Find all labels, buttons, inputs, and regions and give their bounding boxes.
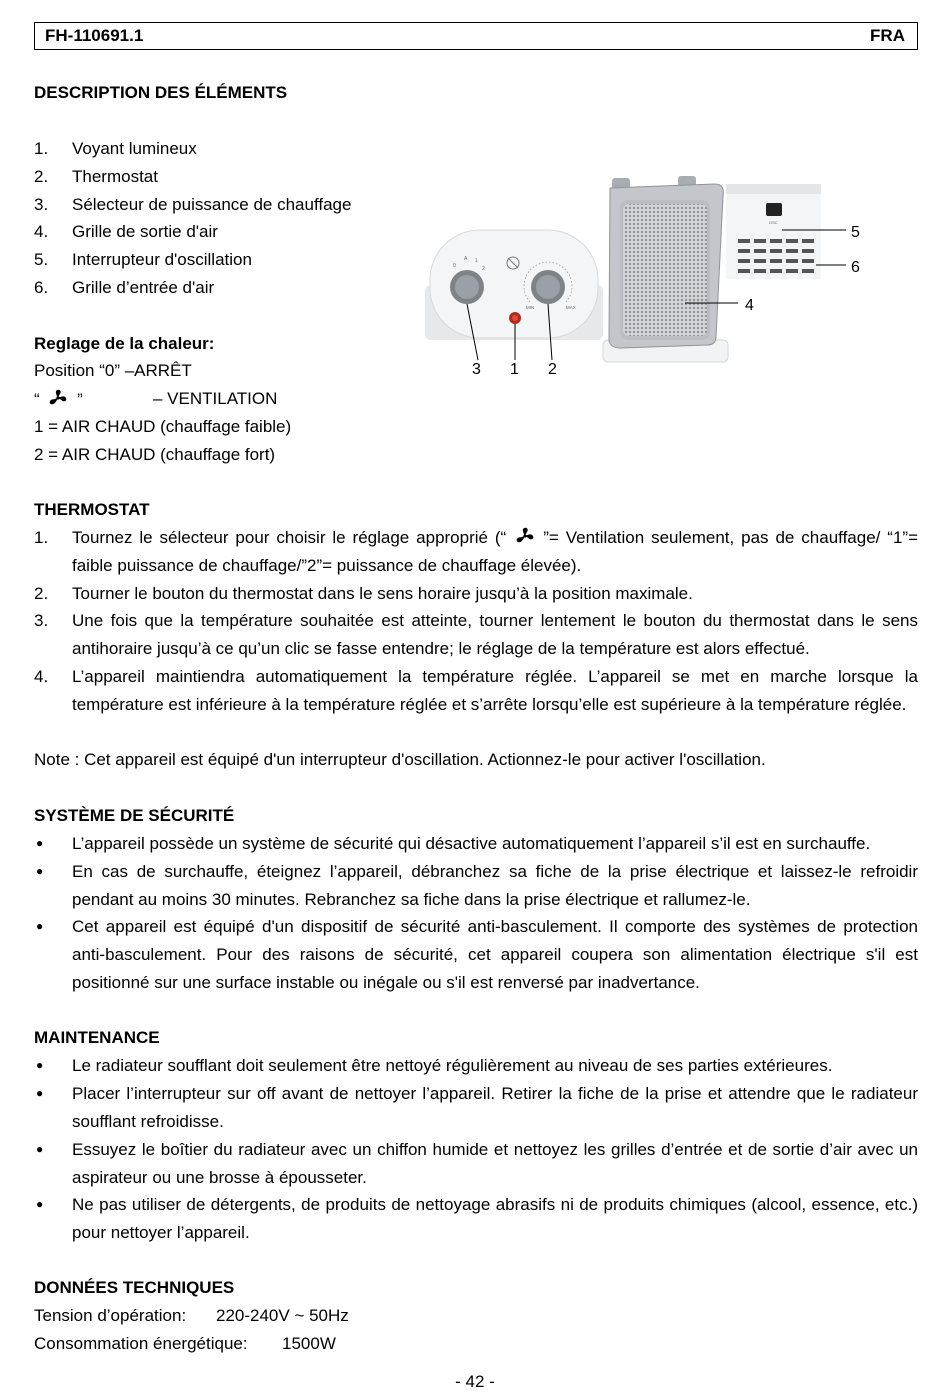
page-number: - 42 - (455, 1372, 495, 1391)
voltage-label: Tension d’opération: (34, 1306, 187, 1325)
voltage-value: 220-240V ~ 50Hz (216, 1306, 349, 1325)
svg-text:MAX: MAX (566, 305, 576, 310)
list-number: 1. (34, 528, 49, 547)
callout-3: 3 (472, 361, 481, 378)
section-title-thermostat: THERMOSTAT (34, 500, 150, 519)
bullet: ● (36, 919, 44, 933)
language-code: FRA (870, 26, 905, 45)
svg-text:1: 1 (475, 258, 478, 264)
section-title-safety: SYSTÈME DE SÉCURITÉ (34, 806, 235, 825)
control-panel-image (425, 230, 603, 340)
bullet: ● (36, 1058, 44, 1072)
thermostat-item-2: Tourner le bouton du thermostat dans le sens horaire jusqu’à la position maximale. (72, 584, 693, 603)
svg-text:2: 2 (482, 266, 485, 272)
document-header (34, 22, 918, 50)
doc-code: FH-110691.1 (45, 26, 144, 45)
power-value: 1500W (282, 1334, 336, 1353)
thermostat-item-1: Tournez le sélecteur pour choisir le réglage approprié (“ ”= Ventilation seulement, pas de chauffage/ “1”= faible puissance de chauffage/”2”= puissance de chauffage élevée). (72, 524, 918, 580)
heater-illustration (420, 170, 880, 385)
bullet: ● (36, 864, 44, 878)
section-title-heat: Reglage de la chaleur: (34, 334, 215, 353)
heat-position-fan: “ ” (34, 387, 83, 411)
heater-body-image (603, 176, 728, 362)
maintenance-item-4: Ne pas utiliser de détergents, de produits de nettoyage abrasifs ni de produits chimiques (alcool, essence, etc.) pour nettoyer l’appareil. (72, 1195, 918, 1242)
bullet: ● (36, 1197, 44, 1211)
callout-6: 6 (851, 259, 860, 276)
callout-2: 2 (548, 361, 557, 378)
thermostat-item-3: Une fois que la température souhaitée est atteinte, tourner lentement le bouton du thermostat dans le sens antihoraire jusqu’à ce qu’un clic se fasse entendre; le réglage de la température est alors effectué. (72, 611, 918, 658)
heat-position-fan-label: – VENTILATION (153, 389, 278, 408)
thermostat-item-4: L’appareil maintiendra automatiquement la température réglée. L’appareil se met en marche lorsque la température est inférieure à la température réglée et s’arrête lorsqu’elle est supérieure à la température réglée. (72, 667, 918, 714)
section-title-tech: DONNÉES TECHNIQUES (34, 1278, 235, 1297)
callout-1: 1 (510, 361, 519, 378)
bullet: ● (36, 1086, 44, 1100)
maintenance-item-2: Placer l’interrupteur sur off avant de nettoyer l’appareil. Retirer la fiche de la prise et attendre que le radiateur soufflant refroidisse. (72, 1084, 918, 1131)
section-title-description: DESCRIPTION DES ÉLÉMENTS (34, 83, 288, 102)
maintenance-item-3: Essuyez le boîtier du radiateur avec un chiffon humide et nettoyez les grilles d’entrée et de sortie d’air avec un aspirateur ou une brosse à épousseter. (72, 1140, 918, 1187)
svg-text:MIN: MIN (526, 305, 535, 310)
list-number: 2. (34, 584, 49, 603)
maintenance-item-1: Le radiateur soufflant doit seulement être nettoyé régulièrement au niveau de ses parties extérieures. (72, 1056, 833, 1075)
thermostat-note: Note : Cet appareil est équipé d'un interrupteur d'oscillation. Actionnez-le pour activer l'oscillation. (34, 750, 766, 769)
bullet: ● (36, 1142, 44, 1156)
list-number: 3. (34, 611, 49, 630)
callout-5: 5 (851, 224, 860, 241)
safety-item-3: Cet appareil est équipé d'un dispositif de sécurité anti-basculement. Il comporte des systèmes de protection anti-basculement. Pour des raisons de sécurité, cet appareil coupera son alimentation électrique s'il est positionné sur une surface instable ou inégale ou s'il est renversé par inadvertance. (72, 917, 918, 992)
list-number: 4. (34, 667, 49, 686)
rear-detail-image (726, 184, 821, 279)
svg-text:0: 0 (453, 263, 456, 269)
oscillation-switch (766, 203, 782, 216)
section-title-maintenance: MAINTENANCE (34, 1028, 160, 1047)
fan-icon (514, 525, 536, 547)
svg-text:OSC: OSC (769, 220, 778, 225)
fan-icon (47, 387, 69, 409)
heat-position-1: 1 = AIR CHAUD (chauffage faible) (34, 417, 292, 436)
callout-4: 4 (745, 297, 754, 314)
power-label: Consommation énergétique: (34, 1334, 248, 1353)
safety-item-2: En cas de surchauffe, éteignez l’appareil, débranchez sa fiche de la prise électrique et laissez-le refroidir pendant au moins 30 minutes. Rebranchez sa fiche dans la prise électrique et rallumez-le. (72, 862, 918, 909)
air-outlet-grille (623, 204, 707, 336)
svg-text:A: A (464, 256, 468, 262)
safety-item-1: L’appareil possède un système de sécurité qui désactive automatiquement l’appareil s’il est en surchauffe. (72, 834, 871, 853)
heat-position-2: 2 = AIR CHAUD (chauffage fort) (34, 445, 276, 464)
bullet: ● (36, 836, 44, 850)
heat-position-0: Position “0” –ARRÊT (34, 361, 192, 380)
